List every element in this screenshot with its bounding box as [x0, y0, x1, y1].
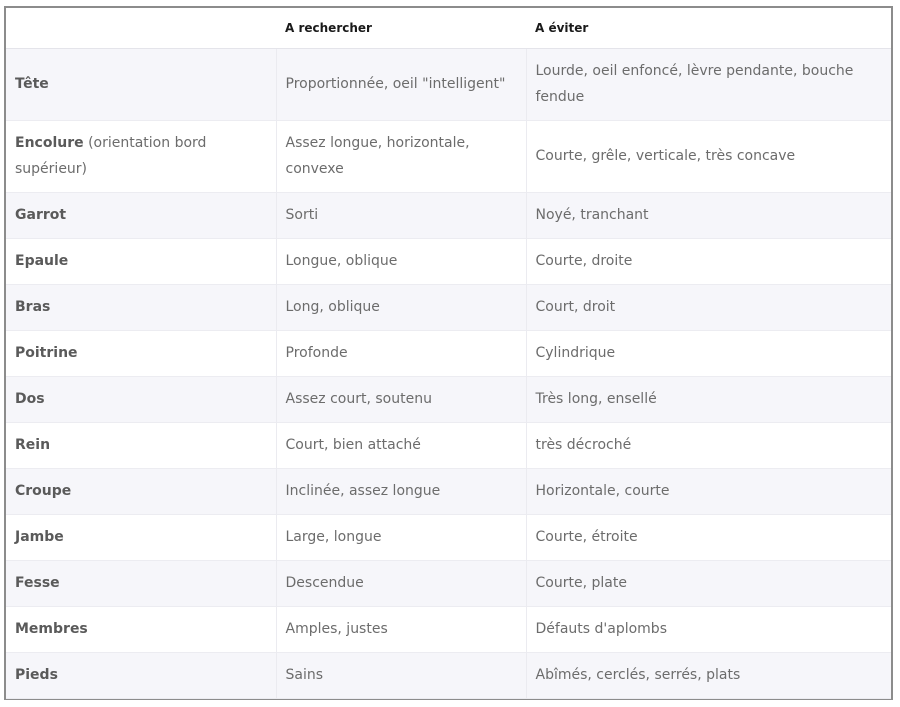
row-to-look-for-cell: Large, longue — [276, 514, 526, 560]
row-criterion-cell — [6, 514, 276, 560]
row-to-avoid-cell: Lourde, oeil enfoncé, lèvre pendante, bouche fendue — [526, 48, 891, 120]
row-criterion-label: Dos — [15, 391, 45, 407]
row-criterion-label: Poitrine — [15, 345, 78, 361]
row-criterion-cell — [6, 376, 276, 422]
row-criterion-label: Rein — [15, 437, 51, 453]
row-to-look-for-cell: Amples, justes — [276, 606, 526, 652]
table-row — [6, 652, 891, 698]
row-to-look-for-cell: Assez longue, horizontale, convexe — [276, 120, 526, 192]
row-to-look-for-cell: Sorti — [276, 192, 526, 238]
row-criterion-cell — [6, 560, 276, 606]
row-to-avoid-cell: Défauts d'aplombs — [526, 606, 891, 652]
row-criterion-cell — [6, 422, 276, 468]
row-criterion-label: Jambe — [15, 529, 64, 545]
row-criterion-cell — [6, 120, 276, 192]
row-to-look-for-cell: Descendue — [276, 560, 526, 606]
table-row — [6, 606, 891, 652]
row-to-look-for-cell: Longue, oblique — [276, 238, 526, 284]
row-to-avoid-cell: Très long, ensellé — [526, 376, 891, 422]
row-to-avoid-cell: Abîmés, cerclés, serrés, plats — [526, 652, 891, 698]
row-to-avoid-cell: Cylindrique — [526, 330, 891, 376]
table-header-row — [6, 8, 891, 48]
header-to-avoid: A éviter — [526, 8, 891, 48]
row-criterion-cell — [6, 192, 276, 238]
row-criterion-cell — [6, 606, 276, 652]
table-row — [6, 330, 891, 376]
row-criterion-label: Bras — [15, 299, 51, 315]
row-to-avoid-cell: Horizontale, courte — [526, 468, 891, 514]
row-to-look-for-cell: Long, oblique — [276, 284, 526, 330]
row-to-avoid-cell: Noyé, tranchant — [526, 192, 891, 238]
row-criterion-cell — [6, 284, 276, 330]
header-to-look-for: A rechercher — [276, 8, 526, 48]
row-to-avoid-cell: Courte, grêle, verticale, très concave — [526, 120, 891, 192]
row-criterion-label: Croupe — [15, 483, 72, 499]
table-row — [6, 48, 891, 120]
row-to-avoid-cell: Court, droit — [526, 284, 891, 330]
conformation-table — [6, 8, 891, 699]
row-criterion-label: Fesse — [15, 575, 60, 591]
table-row — [6, 514, 891, 560]
table-row — [6, 468, 891, 514]
table-row — [6, 284, 891, 330]
row-to-avoid-cell: Courte, droite — [526, 238, 891, 284]
row-to-look-for-cell: Proportionnée, oeil "intelligent" — [276, 48, 526, 120]
table-row — [6, 376, 891, 422]
row-criterion-cell — [6, 330, 276, 376]
table-row — [6, 192, 891, 238]
row-to-look-for-cell: Sains — [276, 652, 526, 698]
row-criterion-label: Epaule — [15, 253, 69, 269]
row-to-avoid-cell: Courte, plate — [526, 560, 891, 606]
row-criterion-cell — [6, 652, 276, 698]
header-criterion — [6, 8, 276, 48]
row-criterion-label: Tête — [15, 76, 49, 92]
conformation-table-frame — [4, 6, 893, 700]
row-to-look-for-cell: Inclinée, assez longue — [276, 468, 526, 514]
table-row — [6, 238, 891, 284]
row-to-look-for-cell: Profonde — [276, 330, 526, 376]
row-criterion-label: Membres — [15, 621, 88, 637]
row-to-look-for-cell: Assez court, soutenu — [276, 376, 526, 422]
row-criterion-note: (orientation bord supérieur) — [15, 135, 207, 177]
row-criterion-cell — [6, 238, 276, 284]
row-criterion-cell — [6, 468, 276, 514]
table-row — [6, 120, 891, 192]
table-row — [6, 422, 891, 468]
row-criterion-label: Encolure — [15, 135, 84, 151]
row-to-look-for-cell: Court, bien attaché — [276, 422, 526, 468]
row-criterion-label: Garrot — [15, 207, 67, 223]
row-to-avoid-cell: Courte, étroite — [526, 514, 891, 560]
row-criterion-cell — [6, 48, 276, 120]
table-row — [6, 560, 891, 606]
row-to-avoid-cell: très décroché — [526, 422, 891, 468]
row-criterion-label: Pieds — [15, 667, 58, 683]
